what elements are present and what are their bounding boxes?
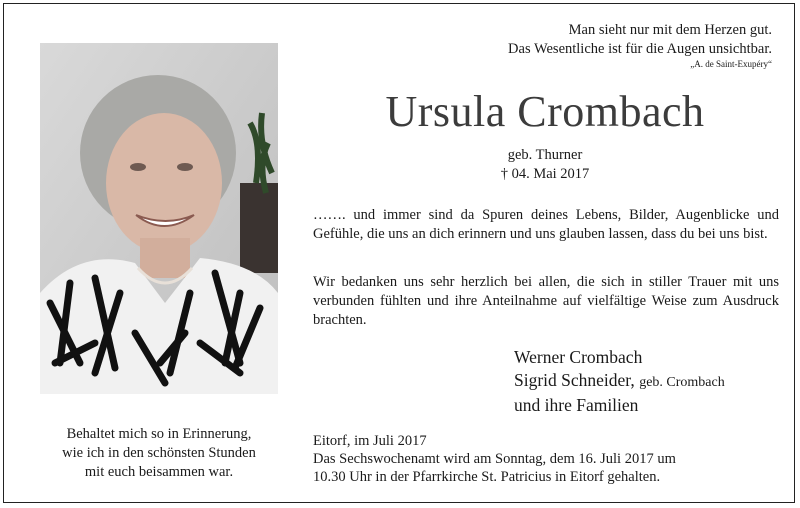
signer-line: Werner Crombach: [514, 347, 643, 367]
quote: [508, 21, 772, 70]
quote-author: „A. de Saint-Exupéry“: [690, 59, 772, 69]
epitaph-line: mit euch beisammen war.: [84, 464, 234, 480]
epitaph: [40, 425, 278, 482]
signers: [514, 346, 725, 417]
service-line: Eitorf, im Juli 2017: [313, 433, 427, 449]
deceased-name: Ursula Crombach: [385, 87, 705, 136]
epitaph-line: wie ich in den schönsten Stunden: [62, 445, 256, 461]
quote-line: Man sieht nur mit dem Herzen gut.: [568, 22, 772, 38]
signer-maiden-name: geb. Crombach: [639, 375, 725, 390]
service-info: [313, 432, 676, 486]
signer-name: Sigrid Schneider,: [514, 370, 635, 390]
quote-line: Das Wesentliche ist für die Augen unsichtbar.: [508, 41, 772, 57]
thanks-paragraph: Wir bedanken uns sehr herzlich bei allen, die sich in stiller Trauer mit uns verbunden fühlten und ihre Anteilnahme auf vielfältige Weise zum Ausdruck brachten.: [313, 274, 779, 328]
signer-line: [514, 369, 725, 394]
memorial-paragraph: ……. und immer sind da Spuren deines Lebens, Bilder, Augenblicke und Gefühle, die uns an dich erinnern und uns glauben lassen, dass du bei uns bist.: [313, 207, 779, 242]
portrait-photo: [40, 43, 278, 394]
epitaph-line: Behaltet mich so in Erinnerung,: [66, 426, 252, 442]
service-line: 10.30 Uhr in der Pfarrkirche St. Patricius in Eitorf gehalten.: [313, 469, 661, 485]
birth-name: geb. Thurner: [507, 147, 583, 163]
signer-line: und ihre Familien: [514, 395, 639, 415]
death-date: † 04. Mai 2017: [500, 166, 590, 182]
service-line: Das Sechswochenamt wird am Sonntag, dem 16. Juli 2017 um: [313, 451, 676, 467]
